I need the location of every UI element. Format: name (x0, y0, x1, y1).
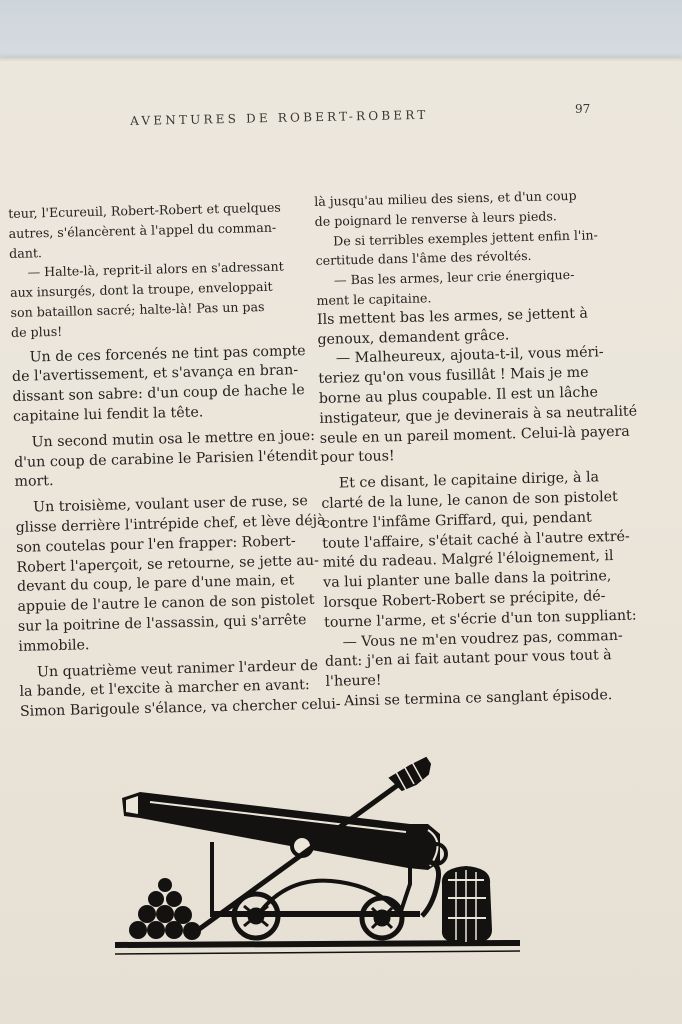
text-line: autres, s'élancèrent à l'appel du comman- (8, 219, 277, 241)
text-line: de poignard le renverse à leurs pieds. (314, 208, 558, 229)
text-line: là jusqu'au milieu des siens, et d'un coup (314, 187, 577, 209)
text-line: immobile. (18, 636, 90, 655)
text-line: mité du radeau. Malgré l'éloignement, il (322, 548, 614, 572)
text-line: sur la poitrine de l'assassin, qui s'arrête (17, 612, 307, 635)
text-line: De si terribles exemples jettent enfin l'in- (332, 226, 598, 249)
text-line: son coutelas pour l'en frapper: Robert- (15, 533, 296, 556)
keg-icon (442, 866, 492, 944)
paragraph (13, 427, 318, 493)
text-line: de l'avertissement, et s'avança en bran- (11, 362, 299, 386)
text-line: glisse derrière l'intrépide chef, et lève déjà (15, 512, 326, 536)
text-line: va lui planter une balle dans la poitrine, (323, 568, 612, 592)
paragraph (9, 256, 303, 342)
text-line: Ainsi se termina ce sanglant épisode. (343, 687, 613, 710)
text-line: borne au plus coupable. Il est un lâche (318, 384, 599, 407)
text-column-left (8, 197, 341, 723)
paragraph (8, 197, 301, 263)
text-line: mort. (14, 473, 54, 491)
text-line: teriez qu'on vous fusillât ! Mais je me (318, 364, 589, 388)
text-line: Et ce disant, le capitaine dirige, à la (338, 469, 600, 492)
text-line: de plus! (10, 323, 63, 340)
text-line: contre l'infâme Griffard, qui, pendant (321, 509, 592, 532)
paragraph (321, 468, 645, 634)
text-line: genoux, demandent grâce. (317, 327, 510, 348)
text-line: pour tous! (320, 448, 395, 467)
book-page (0, 58, 682, 1024)
text-line: — Malheureux, ajouta-t-il, vous méri- (335, 344, 604, 367)
text-line: — Bas les armes, leur crie énergique- (333, 267, 575, 288)
text-line: dant. (8, 244, 43, 261)
cannon-illustration (110, 754, 530, 974)
text-line: tourne l'arme, et s'écrie d'un ton suppliant: (323, 607, 637, 631)
text-line: clarté de la lune, le canon de son pistolet (321, 488, 618, 512)
text-line: ment le capitaine. (316, 290, 432, 308)
text-column-right (314, 184, 646, 712)
text-line: d'un coup de carabine le Parisien l'étendit (13, 447, 318, 471)
text-line: — Halte-là, reprit-il alors en s'adressant (27, 258, 284, 280)
text-line: certitude dans l'âme des révoltés. (315, 248, 532, 269)
text-line: Simon Barigoule s'élance, va chercher celui- (19, 696, 341, 720)
cannon-barrel (122, 792, 440, 870)
paragraph (318, 343, 641, 469)
text-line: Un de ces forcenés ne tint pas compte (29, 342, 306, 366)
text-line: teur, l'Ecureuil, Robert-Robert et quelques (8, 199, 281, 221)
text-line: appuie de l'autre le canon de son pistolet (17, 592, 315, 616)
text-line: Un quatrième veut ranimer l'ardeur de (36, 657, 319, 680)
text-line: Un troisième, voulant user de ruse, se (32, 493, 308, 516)
paragraph (15, 492, 326, 657)
paragraph (19, 657, 341, 723)
text-line: l'heure! (325, 672, 382, 690)
text-line: Un second mutin osa le mettre en joue: (31, 427, 316, 451)
page-number: 97 (575, 102, 591, 116)
text-line: Ils mettent bas les armes, se jettent à (316, 305, 589, 328)
text-line: toute l'affaire, s'était caché à l'autre extré- (322, 528, 630, 552)
paragraph (324, 626, 645, 693)
text-line: capitaine lui fendit la tête. (12, 404, 204, 425)
text-line: seule en un pareil moment. Celui-là payera (319, 423, 630, 447)
text-line: la bande, et l'excite à marcher en avant: (19, 677, 310, 701)
text-line: son bataillon sacré; halte-là! Pas un pas (10, 298, 265, 320)
text-line: instigateur, que je devinerais à sa neutralité (319, 403, 638, 427)
text-line: lorsque Robert-Robert se précipite, dé- (323, 588, 606, 611)
cannonballs-icon (129, 878, 201, 940)
text-line: dant: j'en ai fait autant pour vous tout à (324, 647, 612, 671)
text-line: aux insurgés, dont la troupe, enveloppait (9, 278, 273, 301)
text-line: devant du coup, le pare d'une main, et (16, 572, 295, 596)
text-line: — Vous ne m'en voudrez pas, comman- (342, 627, 623, 650)
text-line: dissant son sabre: d'un coup de hache le (12, 382, 305, 406)
paragraph (11, 342, 305, 428)
text-line: Robert l'aperçoit, se retourne, se jette au- (16, 552, 320, 576)
running-head: AVENTURES DE ROBERT-ROBERT (130, 107, 429, 128)
